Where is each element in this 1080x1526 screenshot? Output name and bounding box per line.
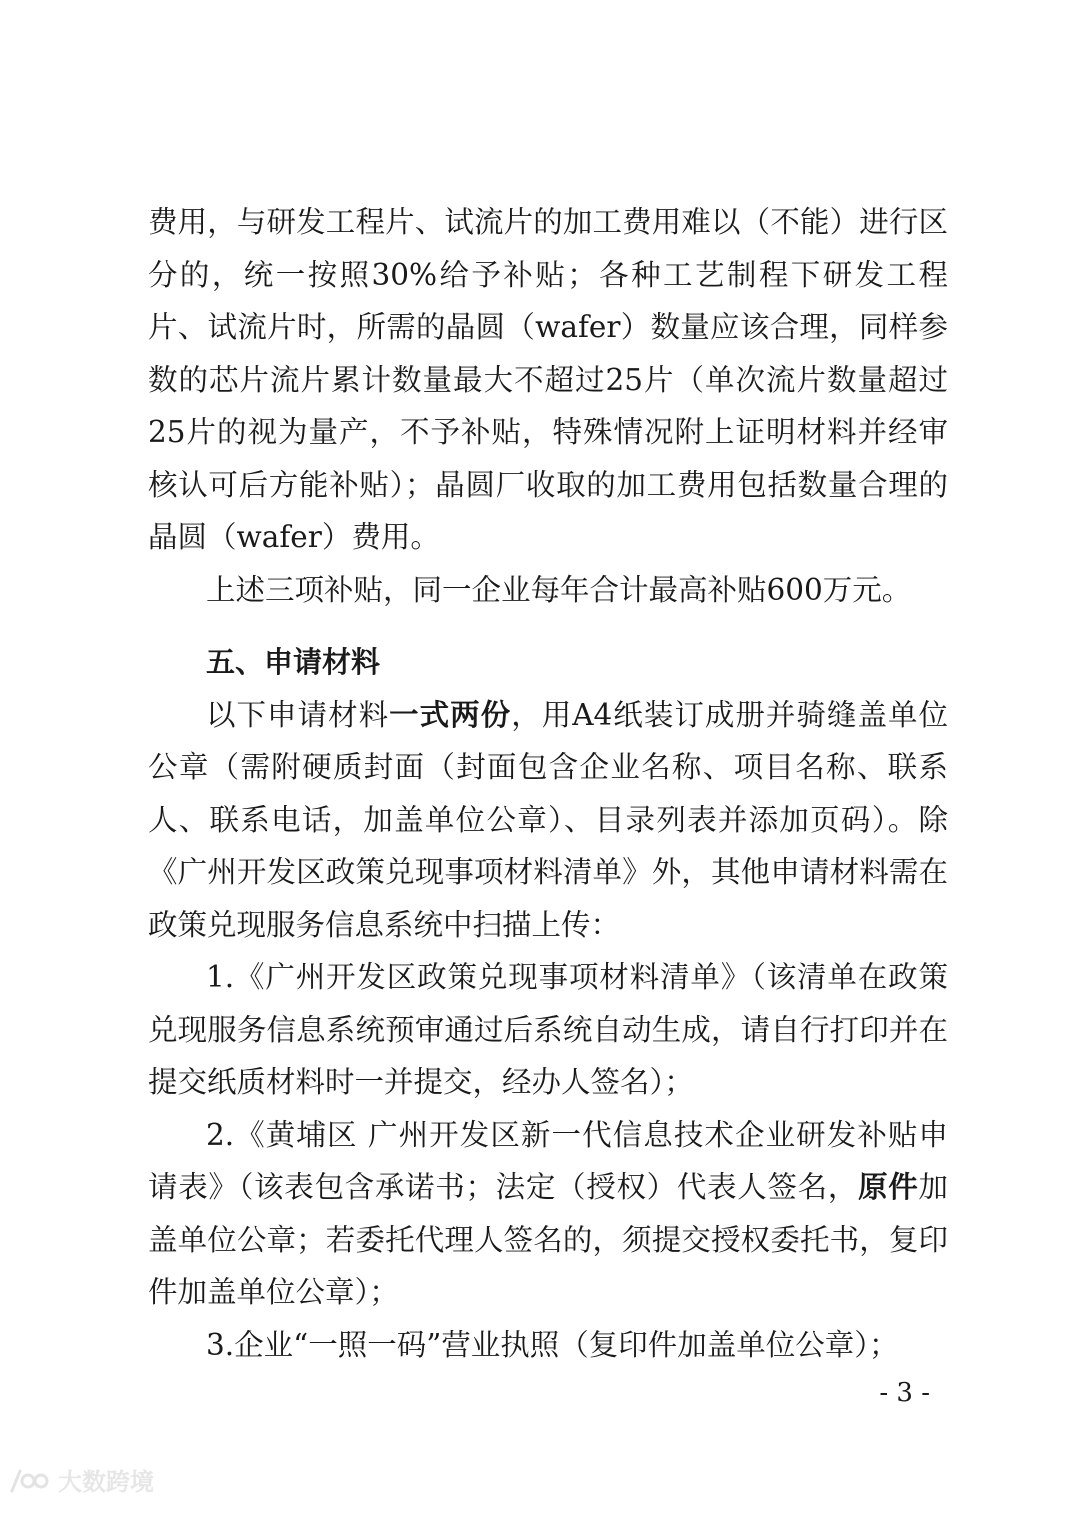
list-item-2 [148,1109,948,1319]
watermark-text: 大数跨境 [58,1468,154,1496]
logo-icon [8,1465,52,1495]
item2-text-start: 2.《黄埔区 广州开发区新一代信息技术企业研发补贴申请表》（该表包含承诺书；法定（授权）代表人签名， [148,1117,948,1204]
document-body [148,196,948,1371]
section-heading: 五、申请材料 [206,645,381,679]
watermark [8,1462,154,1497]
list-item-3: 3.企业“一照一码”营业执照（复印件加盖单位公章）； [206,1327,899,1362]
intro-text-end: ，用A4纸装订成册并骑缝盖单位公章（需附硬质封面（封面包含企业名称、项目名称、联系人、联系电话，加盖单位公章）、目录列表并添加页码）。除《广州开发区政策兑现事项材料清单》外，其他申请材料需在政策兑现服务信息系统中扫描上传： [148,697,948,942]
item2-text-end: 加盖单位公章；若委托代理人签名的，须提交授权委托书，复印件加盖单位公章）； [148,1170,948,1309]
paragraph-subsidy-cap: 上述三项补贴，同一企业每年合计最高补贴600万元。 [206,572,912,607]
paragraph-materials-intro [148,689,948,952]
list-item-1: 1.《广州开发区政策兑现事项材料清单》（该清单在政策兑现服务信息系统预审通过后系统自动生成，请自行打印并在提交纸质材料时一并提交，经办人签名）； [148,960,948,1099]
intro-text-start: 以下申请材料 [206,697,390,732]
paragraph-subsidy-details: 费用，与研发工程片、试流片的加工费用难以（不能）进行区分的，统一按照30%给予补贴；各种工艺制程下研发工程片、试流片时，所需的晶圆（wafer）数量应该合理，同样参数的芯片流片累计数量最大不超过25片（单次流片数量超过25片的视为量产，不予补贴，特殊情况附上证明材料并经审核认可后方能补贴）；晶圆厂收取的加工费用包括数量合理的晶圆（wafer）费用。 [148,205,948,554]
intro-text-bold: 一式两份 [389,696,512,732]
item2-text-bold: 原件 [858,1169,919,1204]
page-number: - 3 - [879,1378,930,1408]
